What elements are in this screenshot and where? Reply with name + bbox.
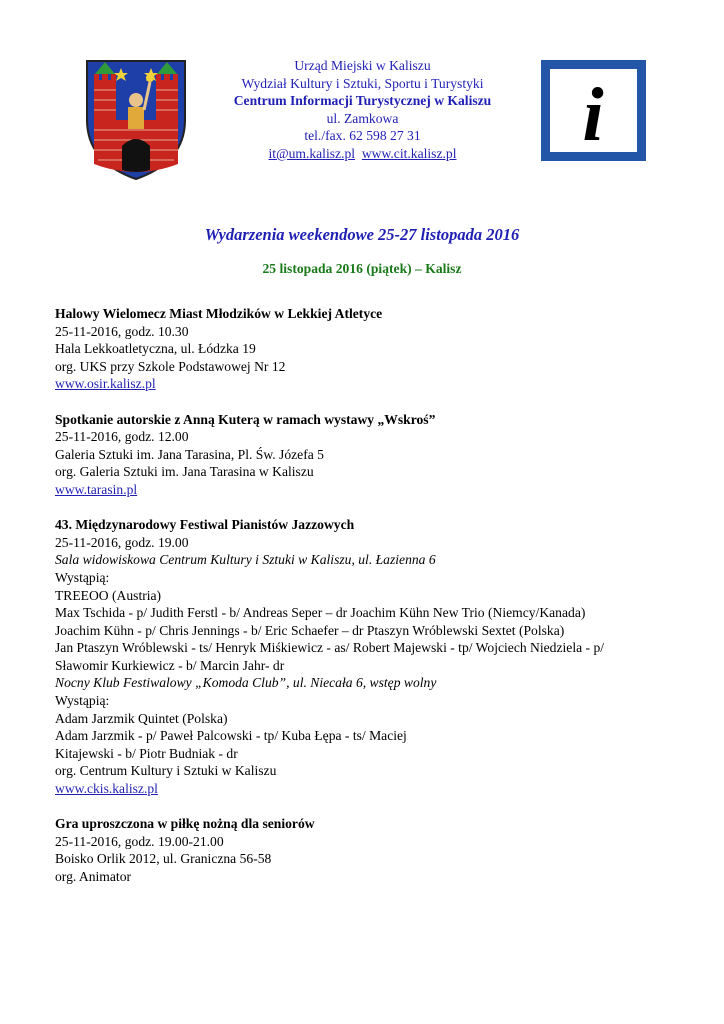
event-detail-line: org. Galeria Sztuki im. Jana Tarasina w Kaliszu (55, 464, 314, 480)
event-detail-line: 25-11-2016, godz. 10.30 (55, 323, 189, 339)
header-department: Wydział Kultury i Sztuki, Sportu i Turystyki (241, 75, 484, 91)
info-glyph: i (582, 73, 604, 157)
kalisz-coat-of-arms-icon (84, 58, 188, 182)
event-title: Gra uproszczona w piłkę nożną dla seniorów (55, 816, 315, 832)
event-website-link[interactable]: www.tarasin.pl (55, 481, 138, 497)
event-detail-line: TREEOO (Austria) (55, 587, 162, 603)
event-website-link[interactable]: www.osir.kalisz.pl (55, 376, 156, 392)
event-item (55, 411, 685, 499)
event-detail-line: Adam Jarzmik - p/ Paweł Palcowski - tp/ Kuba Łępa - ts/ Maciej (55, 728, 407, 744)
event-detail-line: Nocny Klub Festiwalowy „Komoda Club”, ul. Niecała 6, wstęp wolny (55, 675, 437, 691)
event-title: Halowy Wielomecz Miast Młodzików w Lekkiej Atletyce (55, 306, 383, 321)
event-detail-line: 25-11-2016, godz. 19.00 (55, 534, 189, 550)
header-links (210, 145, 515, 163)
event-detail-line: org. UKS przy Szkole Podstawowej Nr 12 (55, 358, 286, 374)
event-item (55, 305, 685, 393)
header-contact-block (210, 57, 515, 163)
event-detail-line: Sławomir Kurkiewicz - b/ Marcin Jahr- dr (55, 657, 285, 673)
events-list (55, 305, 685, 903)
header-office: Urząd Miejski w Kaliszu (294, 58, 431, 73)
event-website-link[interactable]: www.ckis.kalisz.pl (55, 781, 158, 797)
event-detail-line: Sala widowiskowa Centrum Kultury i Sztuki w Kaliszu, ul. Łazienna 6 (55, 552, 436, 568)
event-item (55, 516, 685, 798)
event-detail-line: Galeria Sztuki im. Jana Tarasina, Pl. Św. Józefa 5 (55, 446, 324, 462)
event-title: Spotkanie autorskie z Anną Kuterą w ramach wystawy „Wskroś” (55, 411, 436, 427)
event-detail-line: Jan Ptaszyn Wróblewski - ts/ Henryk Miśkiewicz - as/ Robert Majewski - tp/ Wojciech Niedziela - p/ (55, 640, 605, 656)
event-detail-line: org. Animator (55, 869, 132, 884)
event-detail-line: 25-11-2016, godz. 19.00-21.00 (55, 833, 224, 849)
header-center-name: Centrum Informacji Turystycznej w Kaliszu (233, 93, 492, 109)
event-title: 43. Międzynarodowy Festiwal Pianistów Jazzowych (55, 517, 355, 533)
date-subtitle: 25 listopada 2016 (piątek) – Kalisz (262, 261, 462, 276)
event-detail-line: Max Tschida - p/ Judith Ferstl - b/ Andreas Seper – dr Joachim Kühn New Trio (Niemcy/Kanada) (55, 605, 586, 621)
tourist-information-icon (541, 60, 646, 161)
event-detail-line: Kitajewski - b/ Piotr Budniak - dr (55, 745, 238, 761)
email-link[interactable]: it@um.kalisz.pl (268, 145, 356, 161)
event-item (55, 815, 685, 885)
event-detail-line: 25-11-2016, godz. 12.00 (55, 429, 189, 445)
event-detail-line: Wystąpią: (55, 693, 110, 709)
page-title: Wydarzenia weekendowe 25-27 listopada 2016 (204, 225, 520, 244)
event-detail-line: org. Centrum Kultury i Sztuki w Kaliszu (55, 763, 277, 779)
website-link[interactable]: www.cit.kalisz.pl (361, 145, 457, 161)
event-detail-line: Boisko Orlik 2012, ul. Graniczna 56-58 (55, 851, 272, 867)
event-detail-line: Hala Lekkoatletyczna, ul. Łódzka 19 (55, 341, 256, 357)
event-detail-line: Wystąpią: (55, 569, 110, 585)
header-phone: tel./fax. 62 598 27 31 (304, 128, 421, 144)
event-detail-line: Joachim Kühn - p/ Chris Jennings - b/ Eric Schaefer – dr Ptaszyn Wróblewski Sextet (Polska) (55, 622, 565, 638)
event-detail-line: Adam Jarzmik Quintet (Polska) (55, 710, 228, 726)
header-street: ul. Zamkowa (326, 110, 399, 126)
